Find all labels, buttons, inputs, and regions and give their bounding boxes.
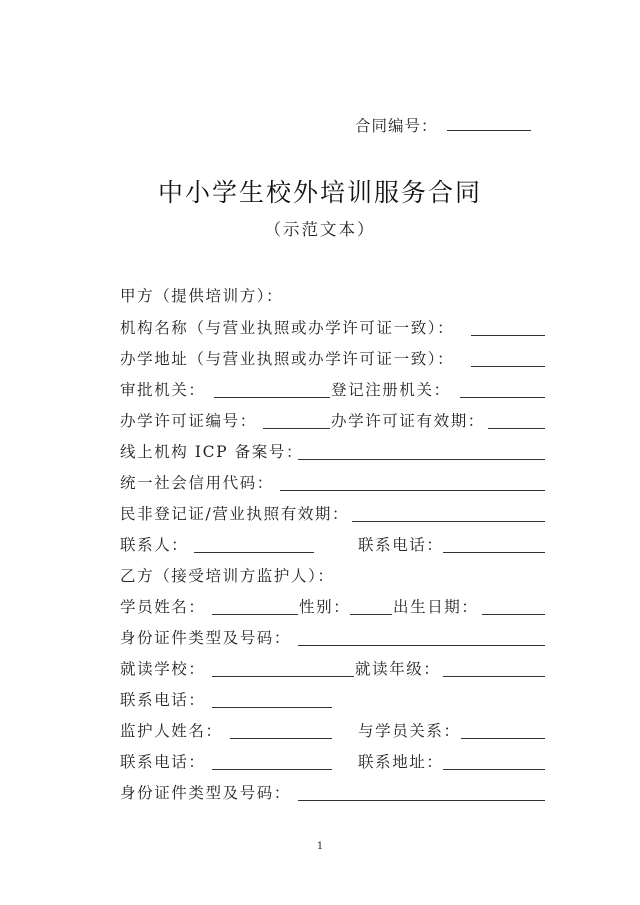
- guardian-address-blank[interactable]: [443, 769, 545, 770]
- authority-row: [120, 378, 545, 402]
- license-row: [120, 409, 545, 433]
- document-subtitle: （示范文本）: [264, 220, 376, 239]
- school-address-blank[interactable]: [471, 366, 545, 367]
- registration-authority-blank[interactable]: [460, 397, 545, 398]
- business-license-validity-blank[interactable]: [352, 521, 545, 522]
- registration-authority-label: 登记注册机关：: [331, 381, 451, 399]
- grade-blank[interactable]: [443, 676, 545, 677]
- credit-code-row: [120, 471, 545, 495]
- contact-row: [120, 533, 545, 557]
- party-a-heading-row: [120, 284, 545, 308]
- guardian-id-row: [120, 781, 545, 805]
- org-name-label: 机构名称（与营业执照或办学许可证一致）：: [120, 319, 455, 337]
- org-name-row: [120, 316, 545, 340]
- icp-blank[interactable]: [298, 459, 545, 460]
- gender-blank[interactable]: [350, 614, 392, 615]
- school-address-row: [120, 347, 545, 371]
- student-phone-row: [120, 688, 545, 712]
- contact-person-blank[interactable]: [194, 552, 314, 553]
- student-info-row: [120, 595, 545, 619]
- gender-label: 性别：: [299, 598, 351, 616]
- guardian-name-label: 监护人姓名：: [120, 722, 223, 740]
- contact-person-label: 联系人：: [120, 536, 189, 554]
- contact-phone-blank[interactable]: [443, 552, 545, 553]
- party-b-heading: 乙方（接受培训方监护人）：: [120, 567, 335, 585]
- license-validity-blank[interactable]: [488, 428, 545, 429]
- page-number: 1: [316, 841, 324, 852]
- guardian-phone-label: 联系电话：: [120, 753, 206, 771]
- guardian-address-label: 联系地址：: [358, 753, 444, 771]
- student-id-label: 身份证件类型及号码：: [120, 629, 292, 647]
- contract-number-field: [355, 114, 531, 136]
- school-label: 就读学校：: [120, 660, 206, 678]
- grade-label: 就读年级：: [355, 660, 441, 678]
- relationship-blank[interactable]: [461, 738, 545, 739]
- contract-number-blank[interactable]: [447, 129, 531, 131]
- relationship-label: 与学员关系：: [358, 722, 461, 740]
- business-license-validity-row: [120, 502, 545, 526]
- icp-label: 线上机构 ICP 备案号：: [120, 443, 304, 461]
- guardian-id-blank[interactable]: [298, 800, 545, 801]
- birth-date-label: 出生日期：: [393, 598, 479, 616]
- org-name-blank[interactable]: [471, 335, 545, 336]
- approval-authority-label: 审批机关：: [120, 381, 206, 399]
- student-name-blank[interactable]: [212, 614, 298, 615]
- party-a-heading: 甲方（提供培训方）：: [120, 287, 284, 305]
- guardian-id-label: 身份证件类型及号码：: [120, 784, 292, 802]
- student-phone-label: 联系电话：: [120, 691, 206, 709]
- license-number-blank[interactable]: [263, 428, 330, 429]
- party-b-heading-row: [120, 564, 545, 588]
- guardian-contact-row: [120, 750, 545, 774]
- guardian-phone-blank[interactable]: [212, 769, 332, 770]
- icp-row: [120, 440, 545, 464]
- school-grade-row: [120, 657, 545, 681]
- contract-number-label: 合同编号：: [355, 117, 438, 135]
- credit-code-label: 统一社会信用代码：: [120, 474, 274, 492]
- student-id-row: [120, 626, 545, 650]
- school-blank[interactable]: [212, 676, 354, 677]
- approval-authority-blank[interactable]: [214, 397, 330, 398]
- license-validity-label: 办学许可证有效期：: [331, 412, 485, 430]
- guardian-name-blank[interactable]: [230, 738, 332, 739]
- business-license-validity-label: 民非登记证/营业执照有效期：: [120, 505, 350, 523]
- birth-date-blank[interactable]: [482, 614, 545, 615]
- document-title: 中小学生校外培训服务合同: [157, 178, 482, 207]
- student-name-label: 学员姓名：: [120, 598, 206, 616]
- guardian-row: [120, 719, 545, 743]
- student-id-blank[interactable]: [298, 645, 545, 646]
- credit-code-blank[interactable]: [280, 490, 545, 491]
- student-phone-blank[interactable]: [212, 707, 332, 708]
- contact-phone-label: 联系电话：: [358, 536, 444, 554]
- license-number-label: 办学许可证编号：: [120, 412, 257, 430]
- school-address-label: 办学地址（与营业执照或办学许可证一致）：: [120, 350, 455, 368]
